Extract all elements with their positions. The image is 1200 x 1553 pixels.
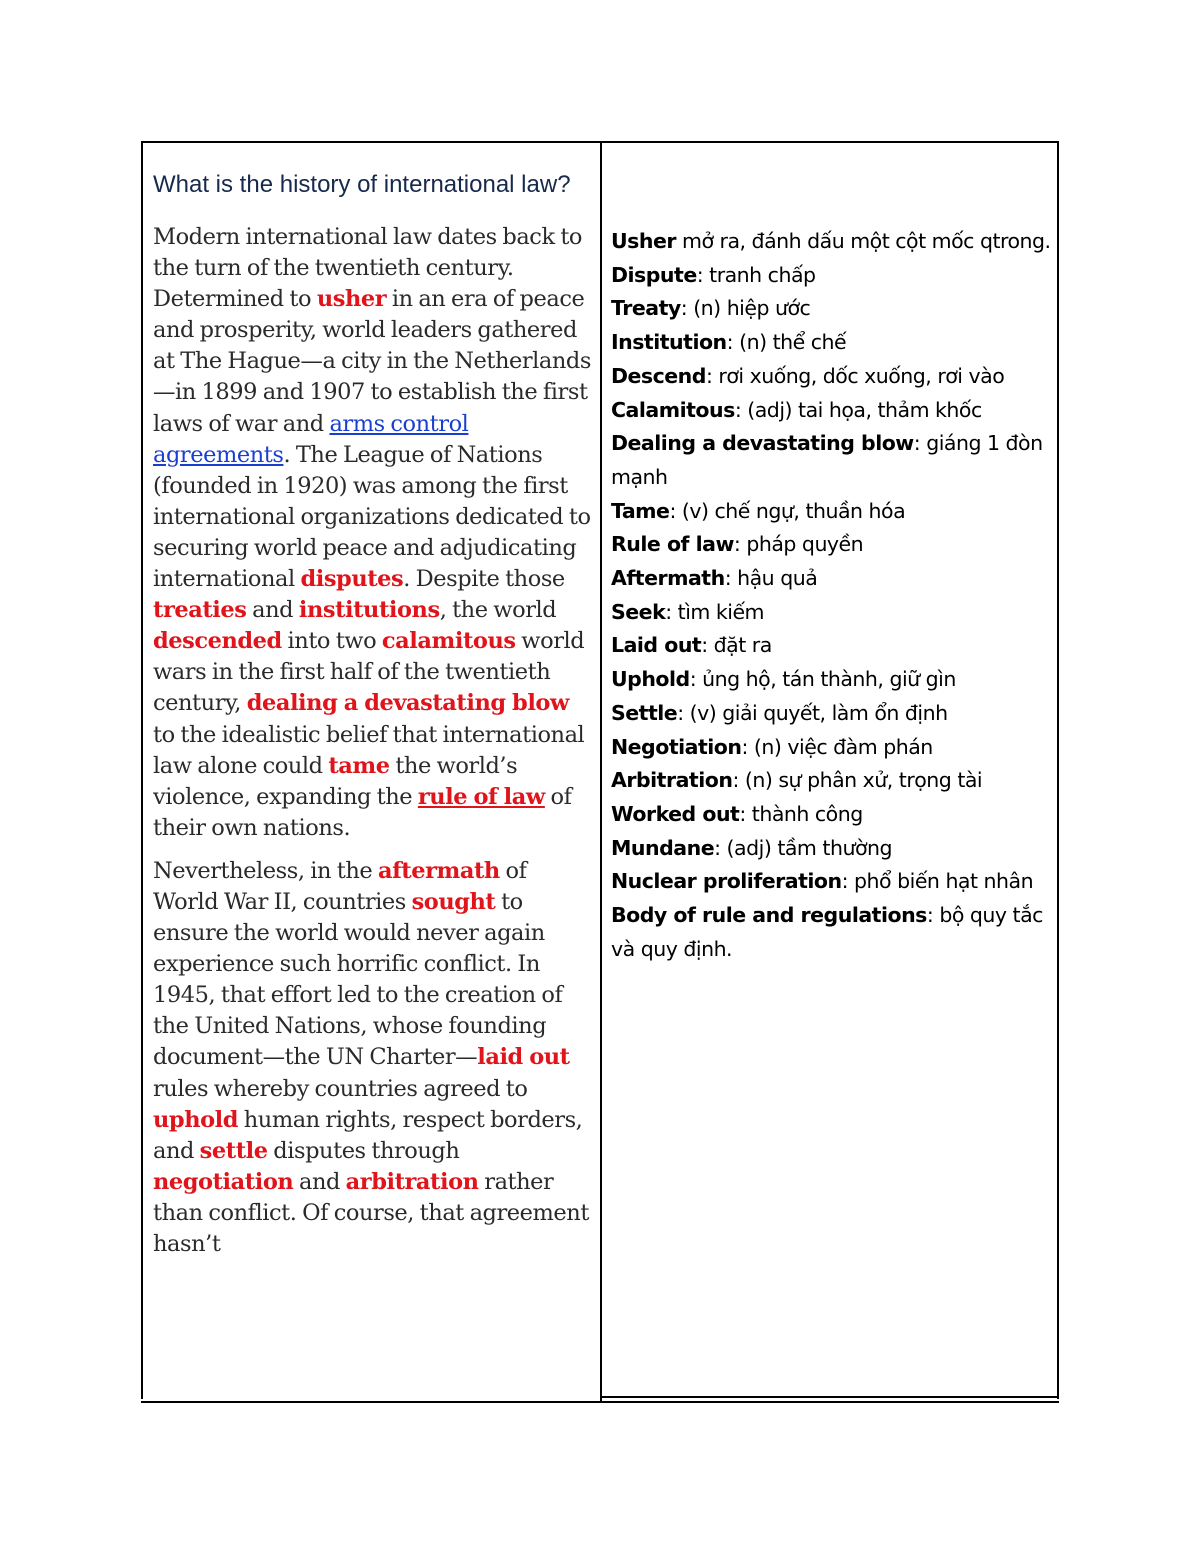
vocab-separator: : — [665, 599, 678, 624]
vocab-term: Usher — [611, 229, 676, 253]
vocab-definition: rơi xuống, dốc xuống, rơi vào — [718, 363, 1005, 388]
vocab-term: Rule of law — [611, 532, 734, 557]
vocab-definition: giáng 1 đòn mạnh — [611, 431, 1043, 489]
vocab-definition: đặt ra — [713, 633, 772, 658]
vocab-separator: : — [705, 363, 719, 388]
vocab-term: Treaty — [611, 296, 681, 321]
vocab-term: Calamitous — [611, 397, 735, 422]
reading-passage-cell — [153, 169, 593, 1401]
highlighted-vocab-word: institutions — [298, 597, 440, 624]
vocab-definition: mở ra, đánh dấu một cột mốc qtrong. — [682, 229, 1051, 253]
passage-text: rather than conflict. Of course, that agreement hasn’t — [153, 1168, 589, 1257]
vocab-definition: (v) giải quyết, làm ổn định — [689, 700, 948, 725]
vocabulary-list-cell — [611, 225, 1053, 966]
highlighted-vocab-word: calamitous — [381, 628, 516, 655]
passage-text: , the world — [439, 597, 557, 624]
passage-text: and — [293, 1168, 346, 1195]
vocab-term: Uphold — [611, 667, 690, 692]
passage-paragraph — [153, 856, 593, 1260]
vocab-definition: (adj) tầm thường — [726, 835, 892, 860]
vocab-entry — [611, 562, 1053, 596]
vocab-term: Aftermath — [611, 566, 725, 591]
vocab-entry — [611, 225, 1053, 259]
highlighted-vocab-word: disputes — [300, 566, 404, 593]
column-divider — [600, 143, 602, 1403]
passage-text: rules whereby countries agreed to — [153, 1075, 528, 1102]
vocab-entry — [611, 528, 1053, 562]
vocab-entry — [611, 865, 1053, 899]
passage-text: into two — [281, 628, 382, 655]
vocab-separator: : — [680, 296, 694, 321]
vocab-entry — [611, 697, 1053, 731]
two-column-table — [141, 141, 1059, 1399]
passage-text: of their own nations. — [153, 783, 572, 841]
passage-text: to ensure the world would never again experience such horrific conflict. In 1945, that effort led to the creation of the United Nations, whose founding document—the UN Charter— — [153, 888, 563, 1071]
vocab-definition: phổ biến hạt nhân — [854, 869, 1034, 894]
vocab-term: Dealing a devastating blow — [611, 431, 914, 456]
vocab-entry — [611, 764, 1053, 798]
vocab-separator: : — [696, 262, 710, 287]
vocab-separator: : — [677, 700, 690, 725]
vocab-separator: : — [689, 667, 703, 692]
highlighted-vocab-word: uphold — [153, 1106, 239, 1133]
passage-text: Modern international law dates back to the turn of the twentieth century. Determined to — [153, 224, 583, 313]
highlighted-vocab-word: negotiation — [153, 1168, 294, 1195]
passage-text: in an era of peace and prosperity, world leaders gathered at The Hague—a city in the Netherlands—in 1899 and 1907 to establish the first laws of war and — [153, 286, 591, 437]
vocab-entry — [611, 596, 1053, 630]
vocab-entry — [611, 292, 1053, 326]
vocab-term: Mundane — [611, 835, 715, 860]
vocab-separator: : — [669, 498, 682, 523]
vocab-entry — [611, 899, 1053, 966]
vocab-term: Seek — [611, 599, 666, 624]
passage-text: of World War II, countries — [153, 857, 527, 915]
vocab-separator: : — [733, 532, 747, 557]
vocab-definition: tìm kiếm — [677, 599, 765, 624]
highlighted-vocab-word: descended — [153, 628, 282, 655]
vocab-definition: hậu quả — [737, 566, 818, 591]
passage-text: . The League of Nations (founded in 1920) was among the first international organizations dedicated to securing world peace and adjudicating international — [153, 441, 591, 593]
vocab-definition: tranh chấp — [709, 262, 816, 287]
vocab-definition: (n) hiệp ước — [693, 296, 811, 321]
passage-text: human rights, respect borders, and — [153, 1106, 583, 1164]
vocab-term: Laid out — [611, 633, 702, 658]
vocab-definition: (v) chế ngự, thuần hóa — [681, 498, 906, 523]
vocab-entry — [611, 798, 1053, 832]
vocab-separator: : — [739, 801, 752, 826]
table-bottom-rule-right — [600, 1396, 1059, 1398]
vocab-term: Descend — [611, 363, 706, 388]
vocab-separator: : — [701, 633, 714, 658]
vocab-term: Negotiation — [611, 734, 742, 759]
highlighted-vocab-word: arbitration — [345, 1168, 479, 1195]
vocab-term: Institution — [611, 330, 727, 355]
highlighted-vocab-word: dealing a devastating blow — [246, 690, 569, 717]
vocab-separator: : — [926, 903, 940, 928]
passage-question-heading: What is the history of international law? — [153, 171, 571, 198]
highlighted-vocab-word: sought — [411, 888, 496, 915]
vocab-definition: thành công — [751, 801, 863, 826]
vocab-separator: : — [913, 431, 927, 456]
passage-text: world wars in the first half of the twentieth century, — [153, 628, 585, 717]
highlighted-vocab-word: settle — [199, 1137, 268, 1164]
passage-paragraph — [153, 222, 593, 844]
vocab-definition: (n) thể chế — [739, 330, 847, 355]
vocab-term: Settle — [611, 700, 678, 725]
vocab-entry — [611, 731, 1053, 765]
vocab-definition: (n) sự phân xử, trọng tài — [744, 768, 983, 793]
highlighted-vocab-word: rule of law — [417, 783, 545, 810]
vocab-separator: : — [734, 397, 748, 422]
vocab-entry — [611, 394, 1053, 428]
passage-text: . Despite those — [403, 566, 565, 593]
vocab-separator: : — [714, 835, 727, 860]
passage-text: and — [246, 597, 299, 624]
arms-control-link[interactable]: arms control agreements — [153, 410, 469, 468]
vocab-separator: : — [726, 330, 740, 355]
vocab-definition: ủng hộ, tán thành, giữ gìn — [702, 667, 956, 692]
vocab-term: Dispute — [611, 262, 697, 287]
vocab-separator: : — [841, 869, 855, 894]
highlighted-vocab-word: treaties — [153, 597, 247, 624]
highlighted-vocab-word: aftermath — [377, 857, 500, 884]
vocab-separator: : — [741, 734, 754, 759]
vocab-entry — [611, 629, 1053, 663]
vocab-entry — [611, 326, 1053, 360]
vocab-separator: : — [724, 566, 738, 591]
vocab-entry — [611, 427, 1053, 494]
vocab-entry — [611, 832, 1053, 866]
vocab-term: Body of rule and regulations — [611, 903, 927, 928]
highlighted-vocab-word: laid out — [477, 1044, 570, 1071]
vocab-term: Tame — [611, 498, 670, 523]
vocab-entry — [611, 663, 1053, 697]
vocab-entry — [611, 259, 1053, 293]
vocab-definition: pháp quyền — [746, 532, 864, 557]
highlighted-vocab-word: usher — [316, 286, 387, 313]
vocab-definition: (n) việc đàm phán — [753, 734, 933, 759]
vocab-entry — [611, 360, 1053, 394]
passage-text: to the idealistic belief that international law alone could — [153, 721, 585, 779]
passage-text: the world’s violence, expanding the — [153, 752, 518, 810]
table-bottom-rule — [141, 1401, 1059, 1403]
vocab-definition: (adj) tai họa, thảm khốc — [747, 397, 982, 422]
passage-text: Nevertheless, in the — [153, 857, 378, 884]
vocab-term: Nuclear proliferation — [611, 869, 842, 894]
passage-text: disputes through — [267, 1137, 460, 1164]
highlighted-vocab-word: tame — [328, 752, 390, 779]
vocab-entry — [611, 495, 1053, 529]
vocab-term: Worked out — [611, 801, 740, 826]
vocab-term: Arbitration — [611, 768, 733, 793]
vocab-definition: bộ quy tắc và quy định. — [611, 903, 1043, 961]
vocab-separator: : — [732, 768, 745, 793]
passage-body — [153, 222, 593, 1260]
